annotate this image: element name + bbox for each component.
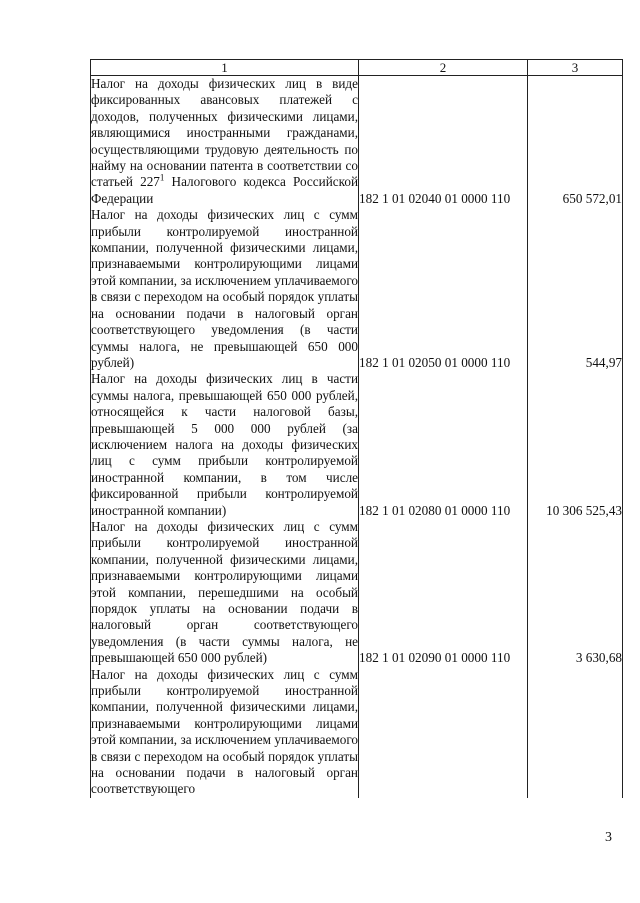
column-header-1: 1 (91, 60, 359, 76)
table-row (91, 371, 623, 519)
superscript-mark: 1 (159, 173, 165, 184)
column-header-2: 2 (359, 60, 528, 76)
row-code (359, 667, 528, 798)
row-description: Налог на доходы физических лиц с сумм прибыли контролируемой иностранной компании, полученной физическими лицами, признаваемыми контролирующими лицами этой компании, за исключением уплачиваемого в связи с переходом на особый порядок уплаты на основании подачи в налоговый орган соответствующего (91, 666, 358, 797)
page-number: 3 (605, 830, 612, 845)
table-header-row (91, 60, 623, 76)
row-code: 182 1 01 02040 01 0000 110 (359, 76, 528, 208)
table-row (91, 207, 623, 371)
row-description: Налог на доходы физических лиц в части суммы налога, превышающей 650 000 рублей, относящейся к части налоговой базы, превышающей 5 000 000 рублей (за исключением налога на доходы физических лиц с сумм прибыли контролируемой иностранной компании, в том числе фиксированной прибыли контролируемой иностранной компании) (91, 371, 358, 518)
table-row (91, 519, 623, 667)
row-code: 182 1 01 02080 01 0000 110 (359, 371, 528, 519)
revenue-table (90, 59, 623, 798)
table-row (91, 76, 623, 208)
row-amount: 3 630,68 (528, 519, 623, 667)
row-amount: 10 306 525,43 (528, 371, 623, 519)
row-description: Налог на доходы физических лиц с сумм прибыли контролируемой иностранной компании, полученной физическими лицами, признаваемыми контролирующими лицами этой компании, перешедшими на особый порядок уплаты на основании подачи в налоговый орган соответствующего уведомления (в части суммы налога, не превышающей 650 000 рублей) (91, 518, 358, 666)
row-description: Налог на доходы физических лиц в виде фиксированных авансовых платежей с доходов, полученных физическими лицами, являющимися иностранными гражданами, осуществляющими трудовую деятельность по найму на основании патента в соответствии со статьей $227^1$ Налогового кодекса Российской Федерации (91, 76, 358, 206)
row-amount: 544,97 (528, 207, 623, 371)
column-header-3: 3 (528, 60, 623, 76)
table-row (91, 667, 623, 798)
row-amount: 650 572,01 (528, 76, 623, 208)
row-amount (528, 667, 623, 798)
row-code: 182 1 01 02050 01 0000 110 (359, 207, 528, 371)
row-code: 182 1 01 02090 01 0000 110 (359, 519, 528, 667)
row-description: Налог на доходы физических лиц с сумм прибыли контролируемой иностранной компании, полученной физическими лицами, признаваемыми контролирующими лицами этой компании, за исключением уплачиваемого в связи с переходом на особый порядок уплаты на основании подачи в налоговый орган соответствующего уведомления (в части суммы налога, не превышающей 650 000 рублей) (91, 207, 358, 370)
